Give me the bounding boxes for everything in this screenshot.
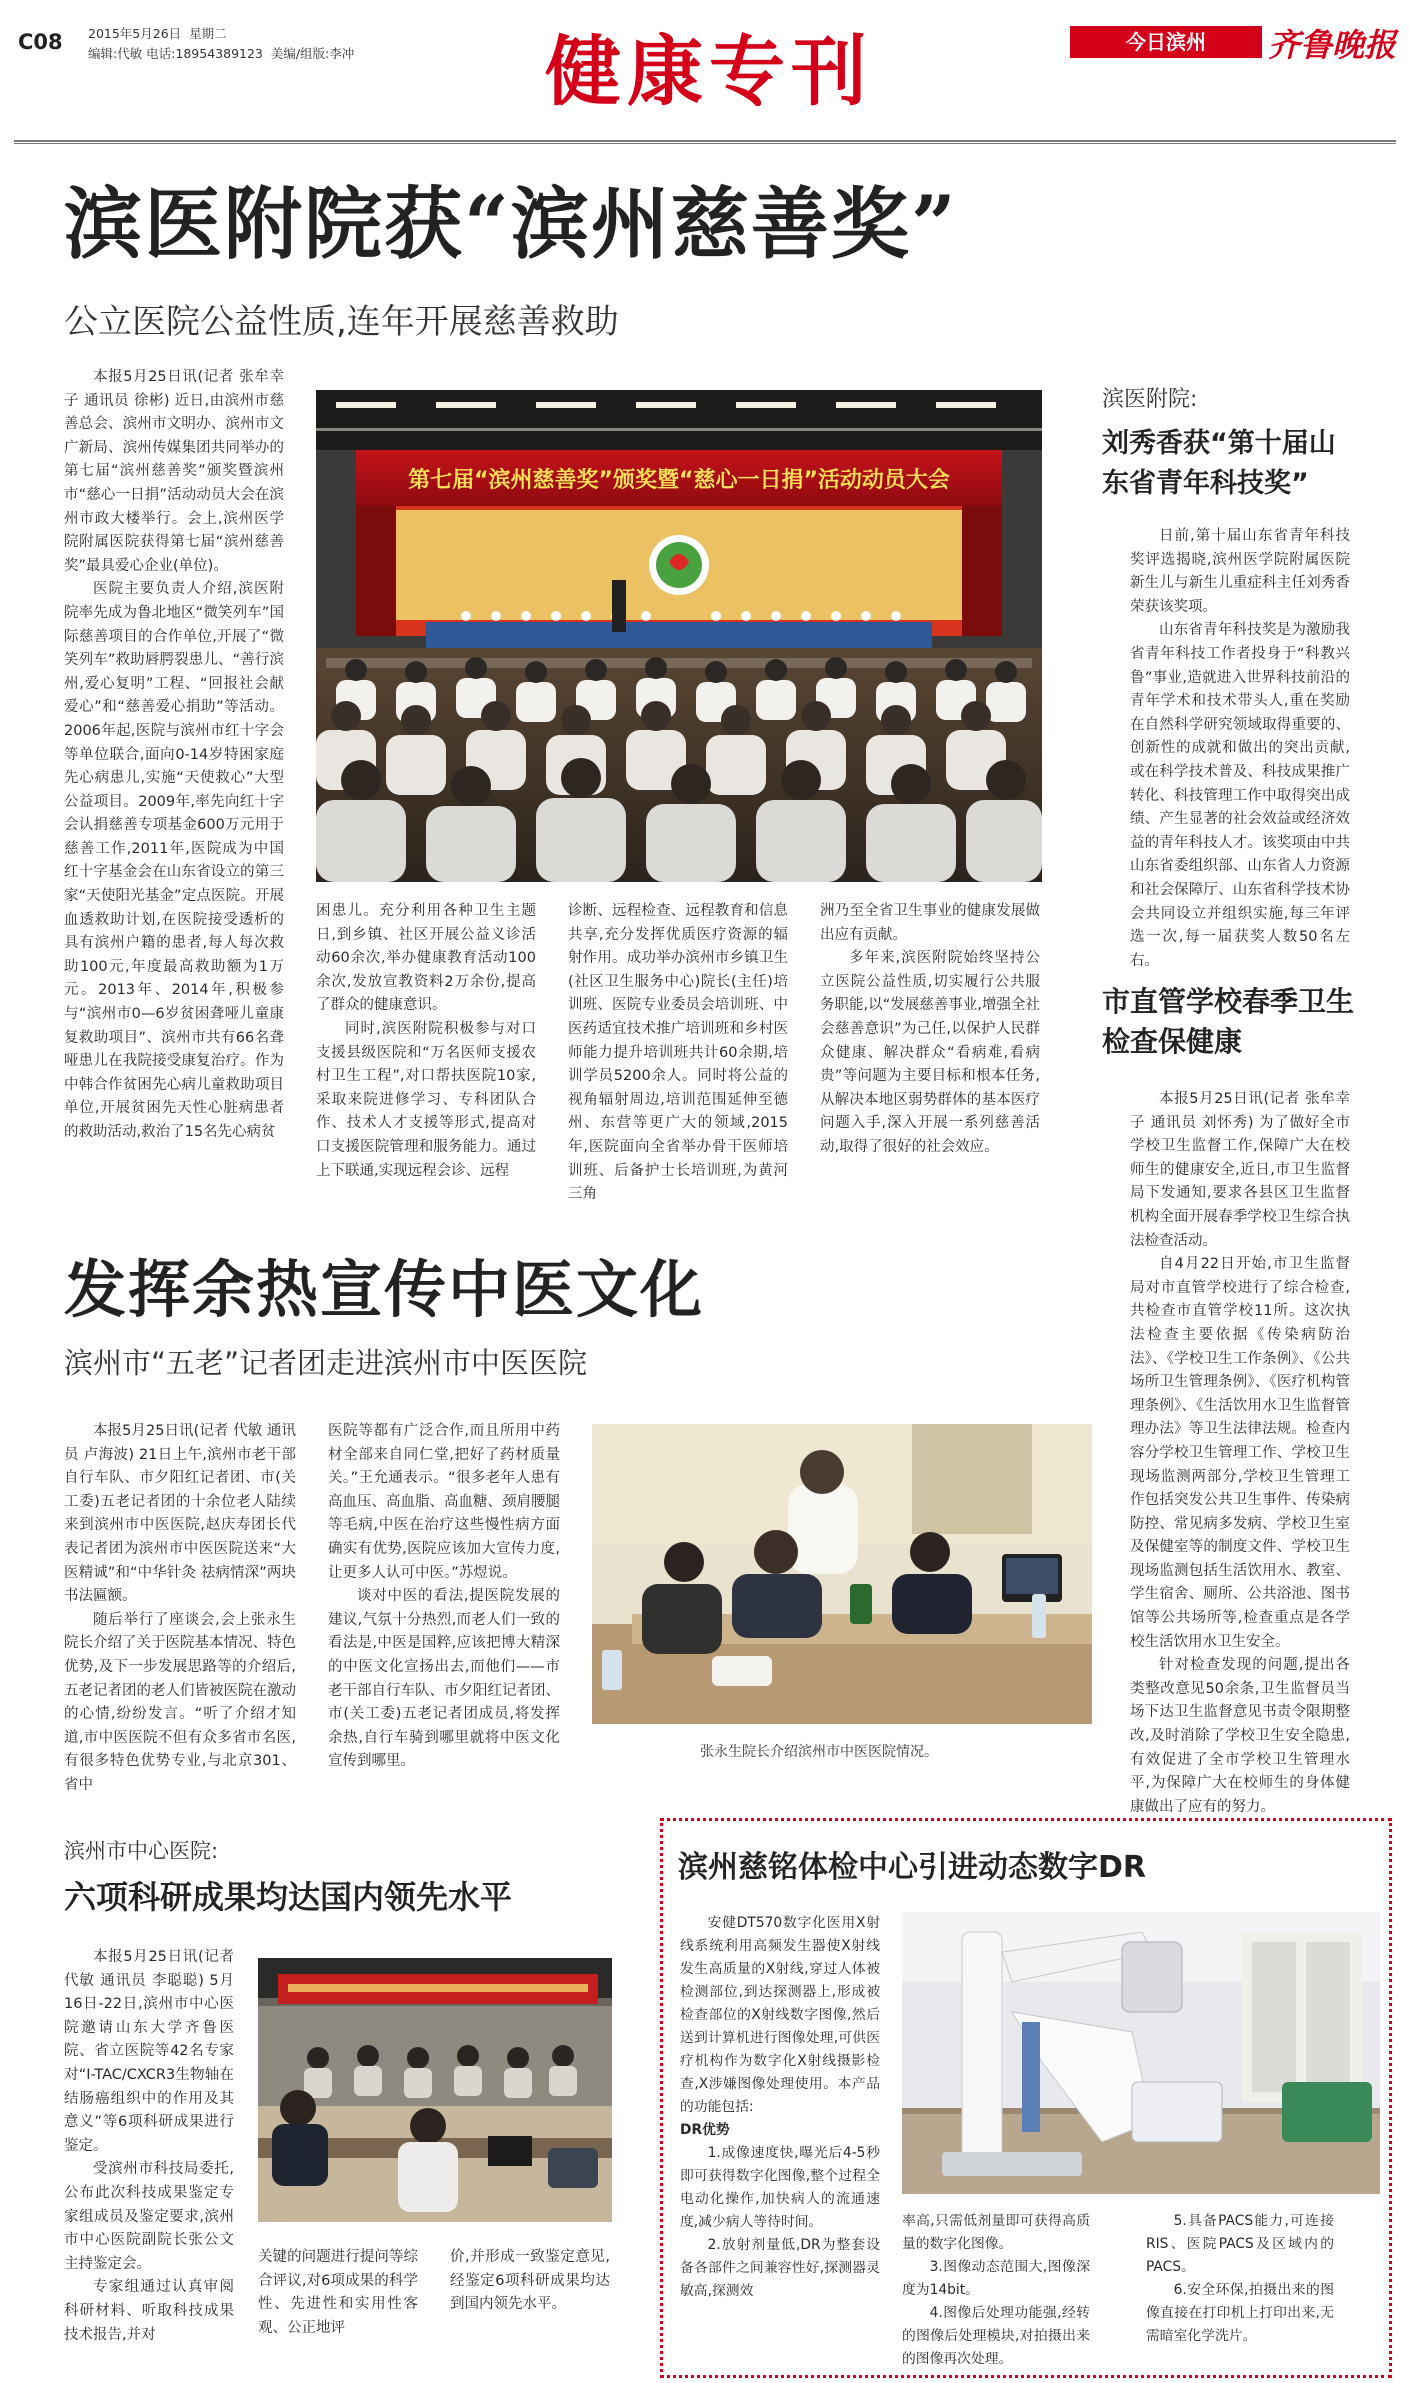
article2-column-1 xyxy=(64,1420,296,1793)
sidebar2-paragraph: 本报5月25日讯(记者 张牟幸子 通讯员 刘怀秀) 为了做好全市学校卫生监督工作,保障广大在校师生的健康安全,近日,市卫生监督局下发通知,要求各县区卫生监督机构全面开展春季学校卫生综合执法检查活动。 xyxy=(1130,1091,1350,1249)
sidebar2-headline: 市直管学校春季卫生检查保健康 xyxy=(1102,985,1355,1058)
article2-paragraph: 随后举行了座谈会,会上张永生院长介绍了关于医院基本情况、特色优势,及下一步发展思路等的介绍后,五老记者团的老人们皆被医院在激动的心情,纷纷发言。“听了介绍才知道,市中医医院不但有众多省市名医,有很多特色优势专业,与北京301、省中 xyxy=(64,1611,296,1793)
appraisal-photo xyxy=(258,1958,612,2222)
article4-intro: 安健DT570数字化医用X射线系统利用高频发生器使X射线发生高质量的X射线,穿过人体被检测部位,到达探测器上,形成被检查部位的X射线数字图像,然后送到计算机进行图像处理,可供医疗机构作为数字化X射线摄影检查,X涉嫌图像处理使用。本产品的功能包括: xyxy=(680,1915,880,2115)
article2-paragraph: 医院等都有广泛合作,而且所用中药材全部来自同仁堂,把好了药材质量关。”王允通表示。“很多老年人患有高血压、高血脂、高血糖、颈肩腰腿等毛病,中医在治疗这些慢性病方面确实有优势,医院应该加大宣传力度,让更多人认可中医。”苏煜说。 xyxy=(328,1423,560,1581)
article4-subhead: DR优势 xyxy=(680,2122,730,2138)
article4-item: 1.成像速度快,曝光后4-5秒即可获得数字化图像,整个过程全电动化操作,加快病人的流通速度,减少病人等待时间。 xyxy=(680,2145,880,2230)
article4-item: 5.具备PACS能力,可连接RIS、医院PACS及区域内的PACS。 xyxy=(1146,2213,1334,2275)
article3-paragraph: 价,并形成一致鉴定意见,经鉴定6项科研成果均达到国内领先水平。 xyxy=(450,2249,610,2313)
article1-paragraph: 诊断、远程检查、远程教育和信息共享,充分发挥优质医疗资源的辐射作用。成功举办滨州市乡镇卫生(社区卫生服务中心)院长(主任)培训班、医院专业委员会培训班、中医药适宜技术推广培训班和乡村医师能力提升培训班共计60余期,培训学员5200余人。同时将公益的视角辐射周边,培训范围延伸至德州、东营等更广大的领域,2015年,医院面向全省举办骨干医师培训班、后备护士长培训班,为黄河三角 xyxy=(568,903,788,1203)
meeting-photo-caption: 张永生院长介绍滨州市中医医院情况。 xyxy=(700,1744,938,1760)
article4-intro-column xyxy=(680,1912,880,2370)
article1-headline: 滨医附院获“滨州慈善奖” xyxy=(64,179,958,270)
date-text: 2015年5月26日 xyxy=(88,26,182,41)
article2-headline: 发挥余热宣传中医文化 xyxy=(64,1253,705,1326)
article3-paragraph: 关键的问题进行提问等综合评议,对6项成果的科学性、先进性和实用性客观、公正地评 xyxy=(258,2249,418,2336)
article4-item: 4.图像后处理功能强,经转的图像后处理模块,对拍摄出来的图像再次处理。 xyxy=(902,2305,1090,2367)
article1-paragraph: 医院主要负责人介绍,滨医附院率先成为鲁北地区“微笑列车”国际慈善项目的合作单位,开展了“微笑列车”救助唇腭裂患儿、“善行滨州,爱心复明”工程、“回报社会献爱心”和“慈善爱心捐助”等活动。2006年起,医院与滨州市红十字会等单位联合,面向0-14岁特困家庭先心病患儿,实施“天使救心”大型公益项目。2009年,率先向红十字会认捐慈善专项基金600万元用于慈善工作,2011年,医院成为中国红十字基金会在山东省设立的第三家“天使阳光基金”定点医院。开展血透救助计划,在医院接受透析的具有滨州户籍的患者,每人每次救助100元,年度最高救助额为1万元。2013年、2014年,积极参与“滨州市0—6岁贫困聋哑儿童康复救助项目”、滨州市共有66名聋哑患儿在我院接受康复治疗。作为中韩合作贫困先心病儿童救助项目单位,开展贫困先天性心脏病患者的救助活动,救治了15名先心病贫 xyxy=(64,581,284,1140)
article1-column-1 xyxy=(64,366,284,1214)
sidebar2-body xyxy=(1130,1088,1350,1815)
article3-kicker: 滨州市中心医院: xyxy=(64,1839,219,1863)
article4-mid-column xyxy=(902,2210,1090,2370)
article1-column-4 xyxy=(820,900,1040,1214)
article1-paragraph: 本报5月25日讯(记者 张牟幸子 通讯员 徐彬) 近日,由滨州市慈善总会、滨州市文明办、滨州市文广新局、滨州传媒集团共同举办的第七届“滨州慈善奖”颁奖暨滨州市“慈心一日捐”活动动员大会在滨州市政大楼举行。会上,滨州医学院附属医院获得第七届“滨州慈善奖”最具爱心企业(单位)。 xyxy=(64,369,284,574)
page-number: C08 xyxy=(18,30,63,54)
editor-credits xyxy=(88,44,354,63)
article1-paragraph: 多年来,滨医附院始终坚持公立医院公益性质,切实履行公共服务职能,以“发展慈善事业,增强全社会慈善意识”为己任,以保护人民群众健康、解决群众“看病难,看病贵”等问题为主要目标和根本任务,从解决本地区弱势群体的基本医疗问题入手,深入开展一系列慈善活动,取得了很好的社会效应。 xyxy=(820,950,1040,1155)
masthead xyxy=(0,0,1409,150)
designers-text: 美编/组版:李冲 xyxy=(270,46,355,61)
article1-column-2 xyxy=(316,900,536,1214)
article3-column-1 xyxy=(64,1946,234,2370)
article2-paragraph: 本报5月25日讯(记者 代敏 通讯员 卢海波) 21日上午,滨州市老干部自行车队、市夕阳红记者团、市(关工委)五老记者团的十余位老人陆续来到滨州市中医医院,赵庆寿团长代表记者团为滨州市中医医院送来“大医精诚”和“中华针灸 祛病情深”两块书法匾额。 xyxy=(64,1423,296,1605)
dr-machine-image xyxy=(902,1912,1380,2194)
newspaper-logo: 齐鲁晚报 xyxy=(1268,26,1397,64)
sidebar1-body xyxy=(1130,525,1350,969)
editors-text: 编辑:代敏 电话:18954389123 xyxy=(88,46,263,61)
banner-text: 第七届“滨州慈善奖”颁奖暨“慈心一日捐”活动动员大会 xyxy=(408,468,950,493)
article3-paragraph: 受滨州市科技局委托,公布此次科技成果鉴定专家组成员及鉴定要求,滨州市中心医院副院长张公文主持鉴定会。 xyxy=(64,2161,234,2272)
article3-paragraph: 专家组通过认真审阅科研材料、听取科技成果技术报告,并对 xyxy=(64,2279,234,2343)
article4-item: 率高,只需低剂量即可获得高质量的数字化图像。 xyxy=(902,2213,1090,2252)
article3-column-2 xyxy=(258,2246,418,2370)
article1-paragraph: 同时,滨医附院积极参与对口支援县级医院和“万名医师支援农村卫生工程”,对口帮扶医院10家,采取来院进修学习、专科团队合作、技术人才支援等形式,提高对口支援医院管理和服务能力。通过上下联通,实现远程会诊、远程 xyxy=(316,1020,536,1179)
sidebar2-paragraph: 自4月22日开始,市卫生监督局对市直管学校进行了综合检查,共检查市直管学校11所。这次执法检查主要依据《传染病防治法》、《学校卫生工作条例》、《公共场所卫生管理条例》、《医疗机构管理条例》、《生活饮用水卫生监督管理办法》等卫生法律法规。检查内容分学校卫生管理工作、学校卫生现场监测两部分,学校卫生管理工作包括突发公共卫生事件、传染病防控、常见病多发病、学校卫生室及保健室等的制度文件、学校卫生现场监测包括生活饮用水、教室、学生宿舍、厕所、公共浴池、图书馆等公共场所等,检查重点是各学校生活饮用水卫生安全。 xyxy=(1130,1256,1350,1650)
article4-right-column xyxy=(1146,2210,1334,2370)
article1-paragraph: 洲乃至全省卫生事业的健康发展做出应有贡献。 xyxy=(820,903,1040,943)
masthead-rule xyxy=(14,140,1396,144)
ceremony-photo xyxy=(316,390,1042,882)
issue-date xyxy=(88,24,227,43)
article3-headline: 六项科研成果均达国内领先水平 xyxy=(64,1878,513,1916)
article2-column-2 xyxy=(328,1420,560,1770)
sidebar1-kicker: 滨医附院: xyxy=(1102,387,1198,412)
meeting-photo-image xyxy=(592,1424,1092,1724)
article4-headline: 滨州慈铭体检中心引进动态数字DR xyxy=(678,1850,1147,1885)
sidebar1-headline: 刘秀香获“第十届山东省青年科技奖” xyxy=(1102,428,1336,499)
article3-paragraph: 本报5月25日讯(记者 代敏 通讯员 李聪聪) 5月16日-22日,滨州市中心医院邀请山东大学齐鲁医院、省立医院等42名专家对“I-TAC/CXCR3生物轴在结肠癌组织中的作用及其意义”等6项科研成果进行鉴定。 xyxy=(64,1949,234,2154)
article2-subheadline: 滨州市“五老”记者团走进滨州市中医医院 xyxy=(64,1346,588,1380)
sidebar2-paragraph: 针对检查发现的问题,提出各类整改意见50余条,卫生监督员当场下达卫生监督意见书责令限期整改,及时消除了学校卫生安全隐患,有效促进了全市学校卫生管理水平,为保障广大在校师生的身体健康做出了应有的努力。 xyxy=(1130,1657,1350,1815)
weekday-text: 星期二 xyxy=(189,26,227,41)
article4-item: 3.图像动态范围大,图像深度为14bit。 xyxy=(902,2259,1090,2298)
article3-column-3 xyxy=(450,2246,610,2370)
dr-machine-photo xyxy=(902,1912,1380,2194)
sidebar1-paragraph: 日前,第十届山东省青年科技奖评选揭晓,滨州医学院附属医院新生儿与新生儿重症科主任刘秀香荣获该奖项。 xyxy=(1130,528,1350,615)
sidebar1-paragraph: 山东省青年科技奖是为激励我省青年科技工作者投身于“科教兴鲁”事业,造就进入世界科技前沿的青年学术和技术带头人,重在奖励在自然科学研究领域取得重要的、创新性的成就和做出的突出贡献,或在科学技术普及、科技成果推广转化、科技管理工作中取得突出成绩、产生显著的社会效益或经济效益的青年科技人才。该奖项由中共山东省委组织部、山东省人力资源和社会保障厅、山东省科学技术协会共同设立并组织实施,每三年评选一次,每一届获奖人数50名左右。 xyxy=(1130,622,1350,969)
ceremony-photo-image xyxy=(316,390,1042,882)
section-title: 健康专刊 xyxy=(545,27,873,116)
article1-column-3 xyxy=(568,900,788,1214)
article4-item: 2.放射剂量低,DR为整套设备各部件之间兼容性好,探测器灵敏高,探测效 xyxy=(680,2237,880,2299)
article4-item: 6.安全环保,拍摄出来的图像直接在打印机上打印出来,无需暗室化学洗片。 xyxy=(1146,2282,1334,2344)
article2-paragraph: 谈对中医的看法,提医院发展的建议,气氛十分热烈,而老人们一致的看法是,中医是国粹,应该把博大精深的中医文化宣扬出去,而他们——市老干部自行车队、市夕阳红记者团、市(关工委)五老记者团成员,将发挥余热,自行车骑到哪里就将中医文化宣传到哪里。 xyxy=(328,1588,560,1770)
article1-subheadline: 公立医院公益性质,连年开展慈善救助 xyxy=(64,302,619,342)
article1-paragraph: 困患儿。充分利用各种卫生主题日,到乡镇、社区开展公益义诊活动60余次,举办健康教育活动100余次,发放宣教资料2万余份,提高了群众的健康意识。 xyxy=(316,903,536,1014)
today-binzhou-tag: 今日滨州 xyxy=(1070,26,1262,58)
appraisal-photo-image xyxy=(258,1958,612,2222)
meeting-photo xyxy=(592,1424,1092,1724)
